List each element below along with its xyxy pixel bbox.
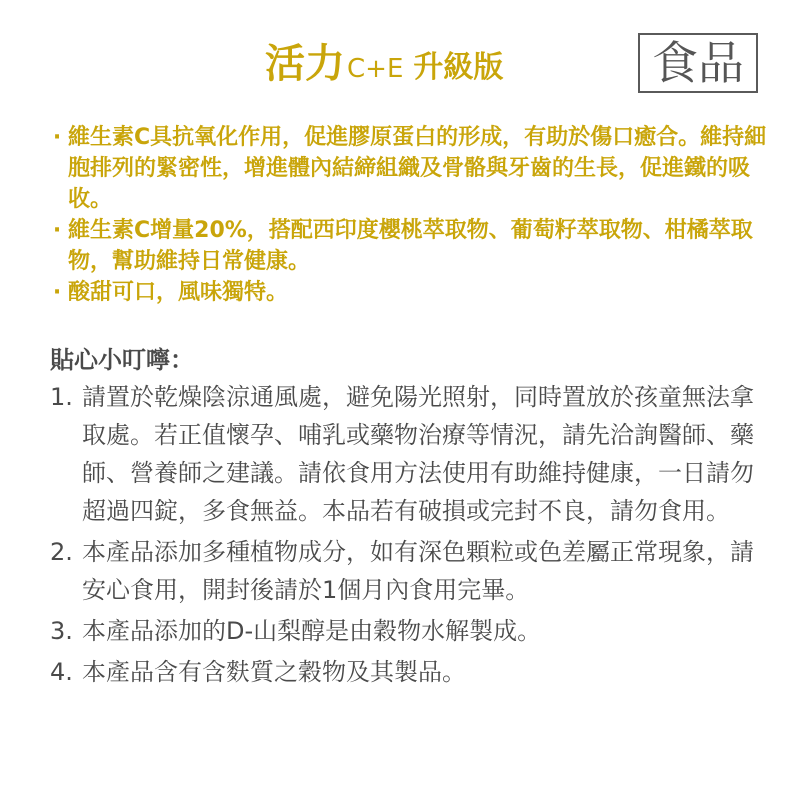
product-title-formula: C+E <box>347 54 404 84</box>
tip-text: 本產品添加多種植物成分，如有深色顆粒或色差屬正常現象，請安心食用，開封後請於1個月內食用完畢。 <box>82 538 754 604</box>
tips-list <box>50 378 770 694</box>
tip-item <box>50 378 770 530</box>
feature-item <box>48 277 768 308</box>
tip-number: 4. <box>50 658 73 686</box>
tip-item <box>50 612 770 650</box>
tip-item <box>50 533 770 609</box>
tip-item <box>50 653 770 691</box>
bullet-dot-icon: · <box>52 218 62 243</box>
tip-number: 3. <box>50 617 73 645</box>
feature-list <box>48 122 768 308</box>
tip-text: 請置於乾燥陰涼通風處，避免陽光照射，同時置放於孩童無法拿取處。若正值懷孕、哺乳或藥物治療等情況，請先洽詢醫師、藥師、營養師之建議。請依食用方法使用有助維持健康，一日請勿超過四錠，多食無益。本品若有破損或完封不良，請勿食用。 <box>82 383 754 525</box>
tips-heading: 貼心小叮嚀： <box>50 346 194 374</box>
product-title <box>265 41 504 87</box>
header <box>0 0 800 110</box>
feature-text: 酸甜可口，風味獨特。 <box>68 280 289 305</box>
tip-text: 本產品含有含麩質之穀物及其製品。 <box>82 658 466 686</box>
feature-text: 維生素C具抗氧化作用，促進膠原蛋白的形成，有助於傷口癒合。維持細胞排列的緊密性，增進體內結締組織及骨骼與牙齒的生長，促進鐵的吸收。 <box>68 125 767 212</box>
tip-text: 本產品添加的D-山梨醇是由穀物水解製成。 <box>82 617 542 645</box>
tip-number: 1. <box>50 383 73 411</box>
bullet-dot-icon: · <box>52 125 62 150</box>
feature-text: 維生素C增量20%，搭配西印度櫻桃萃取物、葡萄籽萃取物、柑橘萃取物，幫助維持日常健康。 <box>68 218 753 274</box>
feature-item <box>48 215 768 277</box>
food-category-badge: 食品 <box>638 33 758 93</box>
feature-item <box>48 122 768 215</box>
product-title-version: 升級版 <box>413 50 504 85</box>
tip-number: 2. <box>50 538 73 566</box>
product-title-main: 活力 <box>265 41 345 87</box>
bullet-dot-icon: · <box>52 280 62 305</box>
